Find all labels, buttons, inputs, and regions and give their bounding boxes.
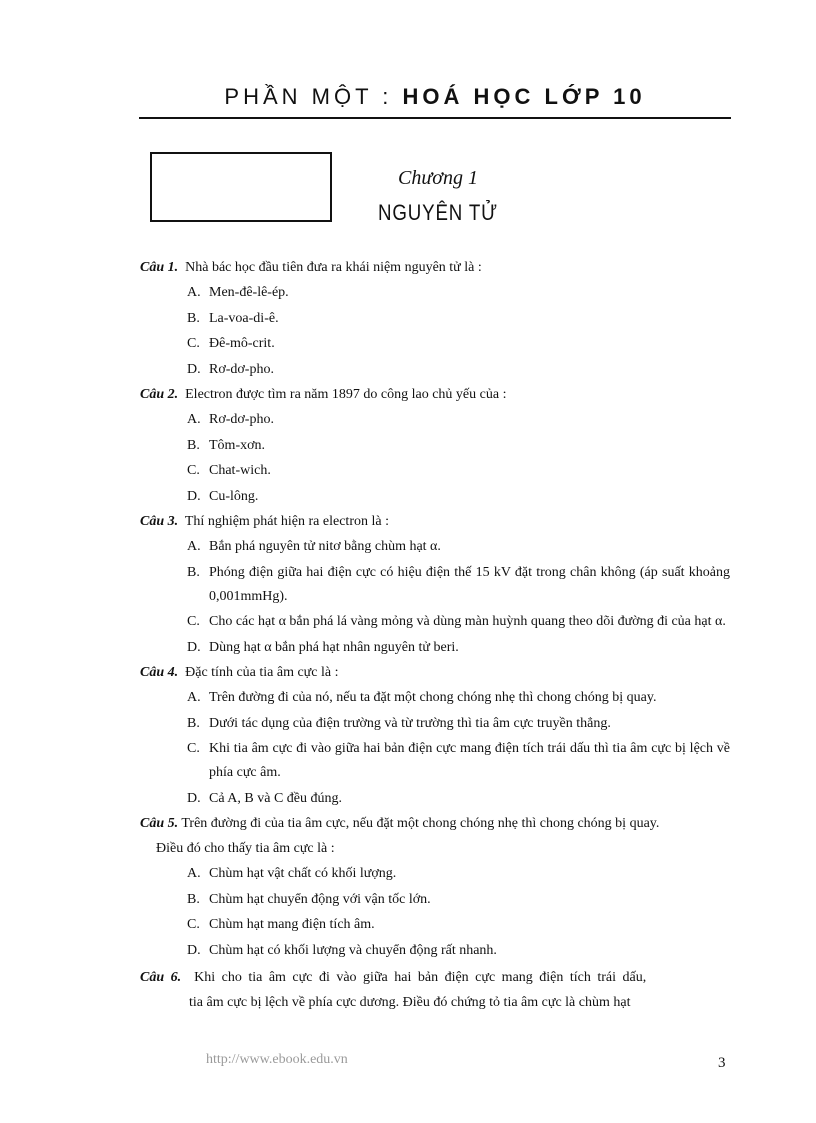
answer-option <box>140 939 730 963</box>
option-text: Cho các hạt α bắn phá lá vàng mỏng và dùng màn huỳnh quang theo dõi đường đi của hạt α. <box>209 614 726 629</box>
answer-option <box>140 913 730 937</box>
answer-option <box>140 281 730 305</box>
header-divider <box>139 117 731 119</box>
question-text-line2: tia âm cực bị lệch về phía cực dương. Điều đó chứng tỏ tia âm cực là chùm hạt <box>189 994 631 1010</box>
option-label: B. <box>187 715 200 731</box>
answer-option <box>140 636 730 660</box>
chapter-box <box>150 152 332 222</box>
option-text: Chùm hạt chuyển động với vận tốc lớn. <box>209 891 431 907</box>
question <box>140 812 730 836</box>
option-label: C. <box>187 741 200 756</box>
question-number: Câu 6. <box>140 969 182 985</box>
option-label: B. <box>187 437 200 453</box>
option-text: Dưới tác dụng của điện trường và từ trường thì tia âm cực truyền thẳng. <box>209 715 611 731</box>
option-label: C. <box>187 463 200 478</box>
part-header <box>139 84 731 110</box>
question-text-continued <box>140 991 730 1015</box>
option-label: A. <box>187 412 201 427</box>
footer-url: http://www.ebook.edu.vn <box>206 1052 348 1067</box>
question <box>140 661 730 685</box>
option-label: B. <box>187 310 200 326</box>
option-label: A. <box>187 690 201 705</box>
option-text: Cả A, B và C đều đúng. <box>209 790 342 806</box>
part-label: PHẦN MỘT : <box>224 84 393 109</box>
question-number: Câu 5. <box>140 816 179 831</box>
page-number: 3 <box>718 1055 726 1071</box>
option-text: Chùm hạt mang điện tích âm. <box>209 917 375 932</box>
question-text: Electron được tìm ra năm 1897 do công lao chủ yếu của : <box>185 387 507 402</box>
question <box>140 383 730 407</box>
answer-option <box>140 712 730 736</box>
question-number: Câu 3. <box>140 514 179 529</box>
question-text: Trên đường đi của tia âm cực, nếu đặt một chong chóng nhẹ thì chong chóng bị quay. <box>181 816 660 831</box>
answer-option <box>140 408 730 432</box>
option-text: Chùm hạt có khối lượng và chuyển động rất nhanh. <box>209 942 497 958</box>
question <box>140 966 730 990</box>
option-text: Cu-lông. <box>209 488 259 504</box>
question-number: Câu 4. <box>140 665 179 680</box>
question-text: Khi cho tia âm cực đi vào giữa hai bản điện cực mang điện tích trái dấu, <box>194 969 647 985</box>
option-text: Rơ-dơ-pho. <box>209 361 274 377</box>
answer-option <box>140 686 730 710</box>
option-label: D. <box>187 942 201 958</box>
option-text: La-voa-di-ê. <box>209 310 279 326</box>
answer-option <box>140 561 730 609</box>
question-text-line2: Điều đó cho thấy tia âm cực là : <box>156 841 335 856</box>
chapter-label: Chương 1 <box>398 167 478 189</box>
option-text: Khi tia âm cực đi vào giữa hai bản điện cực mang điện tích trái dấu thì tia âm cực bị lệch về phía cực âm. <box>209 741 730 780</box>
question-number: Câu 2. <box>140 387 179 402</box>
question <box>140 510 730 534</box>
option-label: C. <box>187 614 200 629</box>
option-text: Đê-mô-crit. <box>209 336 275 351</box>
question-text: Đặc tính của tia âm cực là : <box>185 665 339 680</box>
option-text: Chat-wich. <box>209 463 271 478</box>
option-text: Chùm hạt vật chất có khối lượng. <box>209 866 397 881</box>
answer-option <box>140 459 730 483</box>
option-label: D. <box>187 790 201 806</box>
option-label: B. <box>187 564 200 580</box>
answer-option <box>140 358 730 382</box>
answer-option <box>140 737 730 785</box>
chapter-title: NGUYÊN TỬ <box>378 200 498 225</box>
option-label: D. <box>187 488 201 504</box>
answer-option <box>140 332 730 356</box>
question-text-continued <box>140 837 730 861</box>
option-label: D. <box>187 361 201 377</box>
part-title: HOÁ HỌC LỚP 10 <box>402 84 646 109</box>
option-label: D. <box>187 639 201 655</box>
answer-option <box>140 610 730 634</box>
option-label: B. <box>187 891 200 907</box>
option-text: Dùng hạt α bắn phá hạt nhân nguyên tử beri. <box>209 639 459 655</box>
question-text: Thí nghiệm phát hiện ra electron là : <box>184 514 389 529</box>
option-label: C. <box>187 336 200 351</box>
answer-option <box>140 485 730 509</box>
answer-option <box>140 862 730 886</box>
answer-option <box>140 787 730 811</box>
question-list <box>140 256 730 1016</box>
option-text: Men-đê-lê-ép. <box>209 285 289 300</box>
question-number: Câu 1. <box>140 260 179 275</box>
option-label: C. <box>187 917 200 932</box>
answer-option <box>140 888 730 912</box>
option-text: Trên đường đi của nó, nếu ta đặt một chong chóng nhẹ thì chong chóng bị quay. <box>209 690 657 705</box>
option-text: Rơ-dơ-pho. <box>209 412 274 427</box>
option-label: A. <box>187 866 201 881</box>
answer-option <box>140 307 730 331</box>
question-text: Nhà bác học đầu tiên đưa ra khái niệm nguyên tử là : <box>185 260 482 275</box>
answer-option <box>140 434 730 458</box>
option-label: A. <box>187 285 201 300</box>
option-text: Tôm-xơn. <box>209 437 266 453</box>
option-label: A. <box>187 539 201 554</box>
answer-option <box>140 535 730 559</box>
option-text: Bắn phá nguyên tử nitơ bằng chùm hạt α. <box>209 539 441 554</box>
option-text: Phóng điện giữa hai điện cực có hiệu điện thế 15 kV đặt trong chân không (áp suất khoảng 0,001mmHg). <box>209 564 730 604</box>
question <box>140 256 730 280</box>
